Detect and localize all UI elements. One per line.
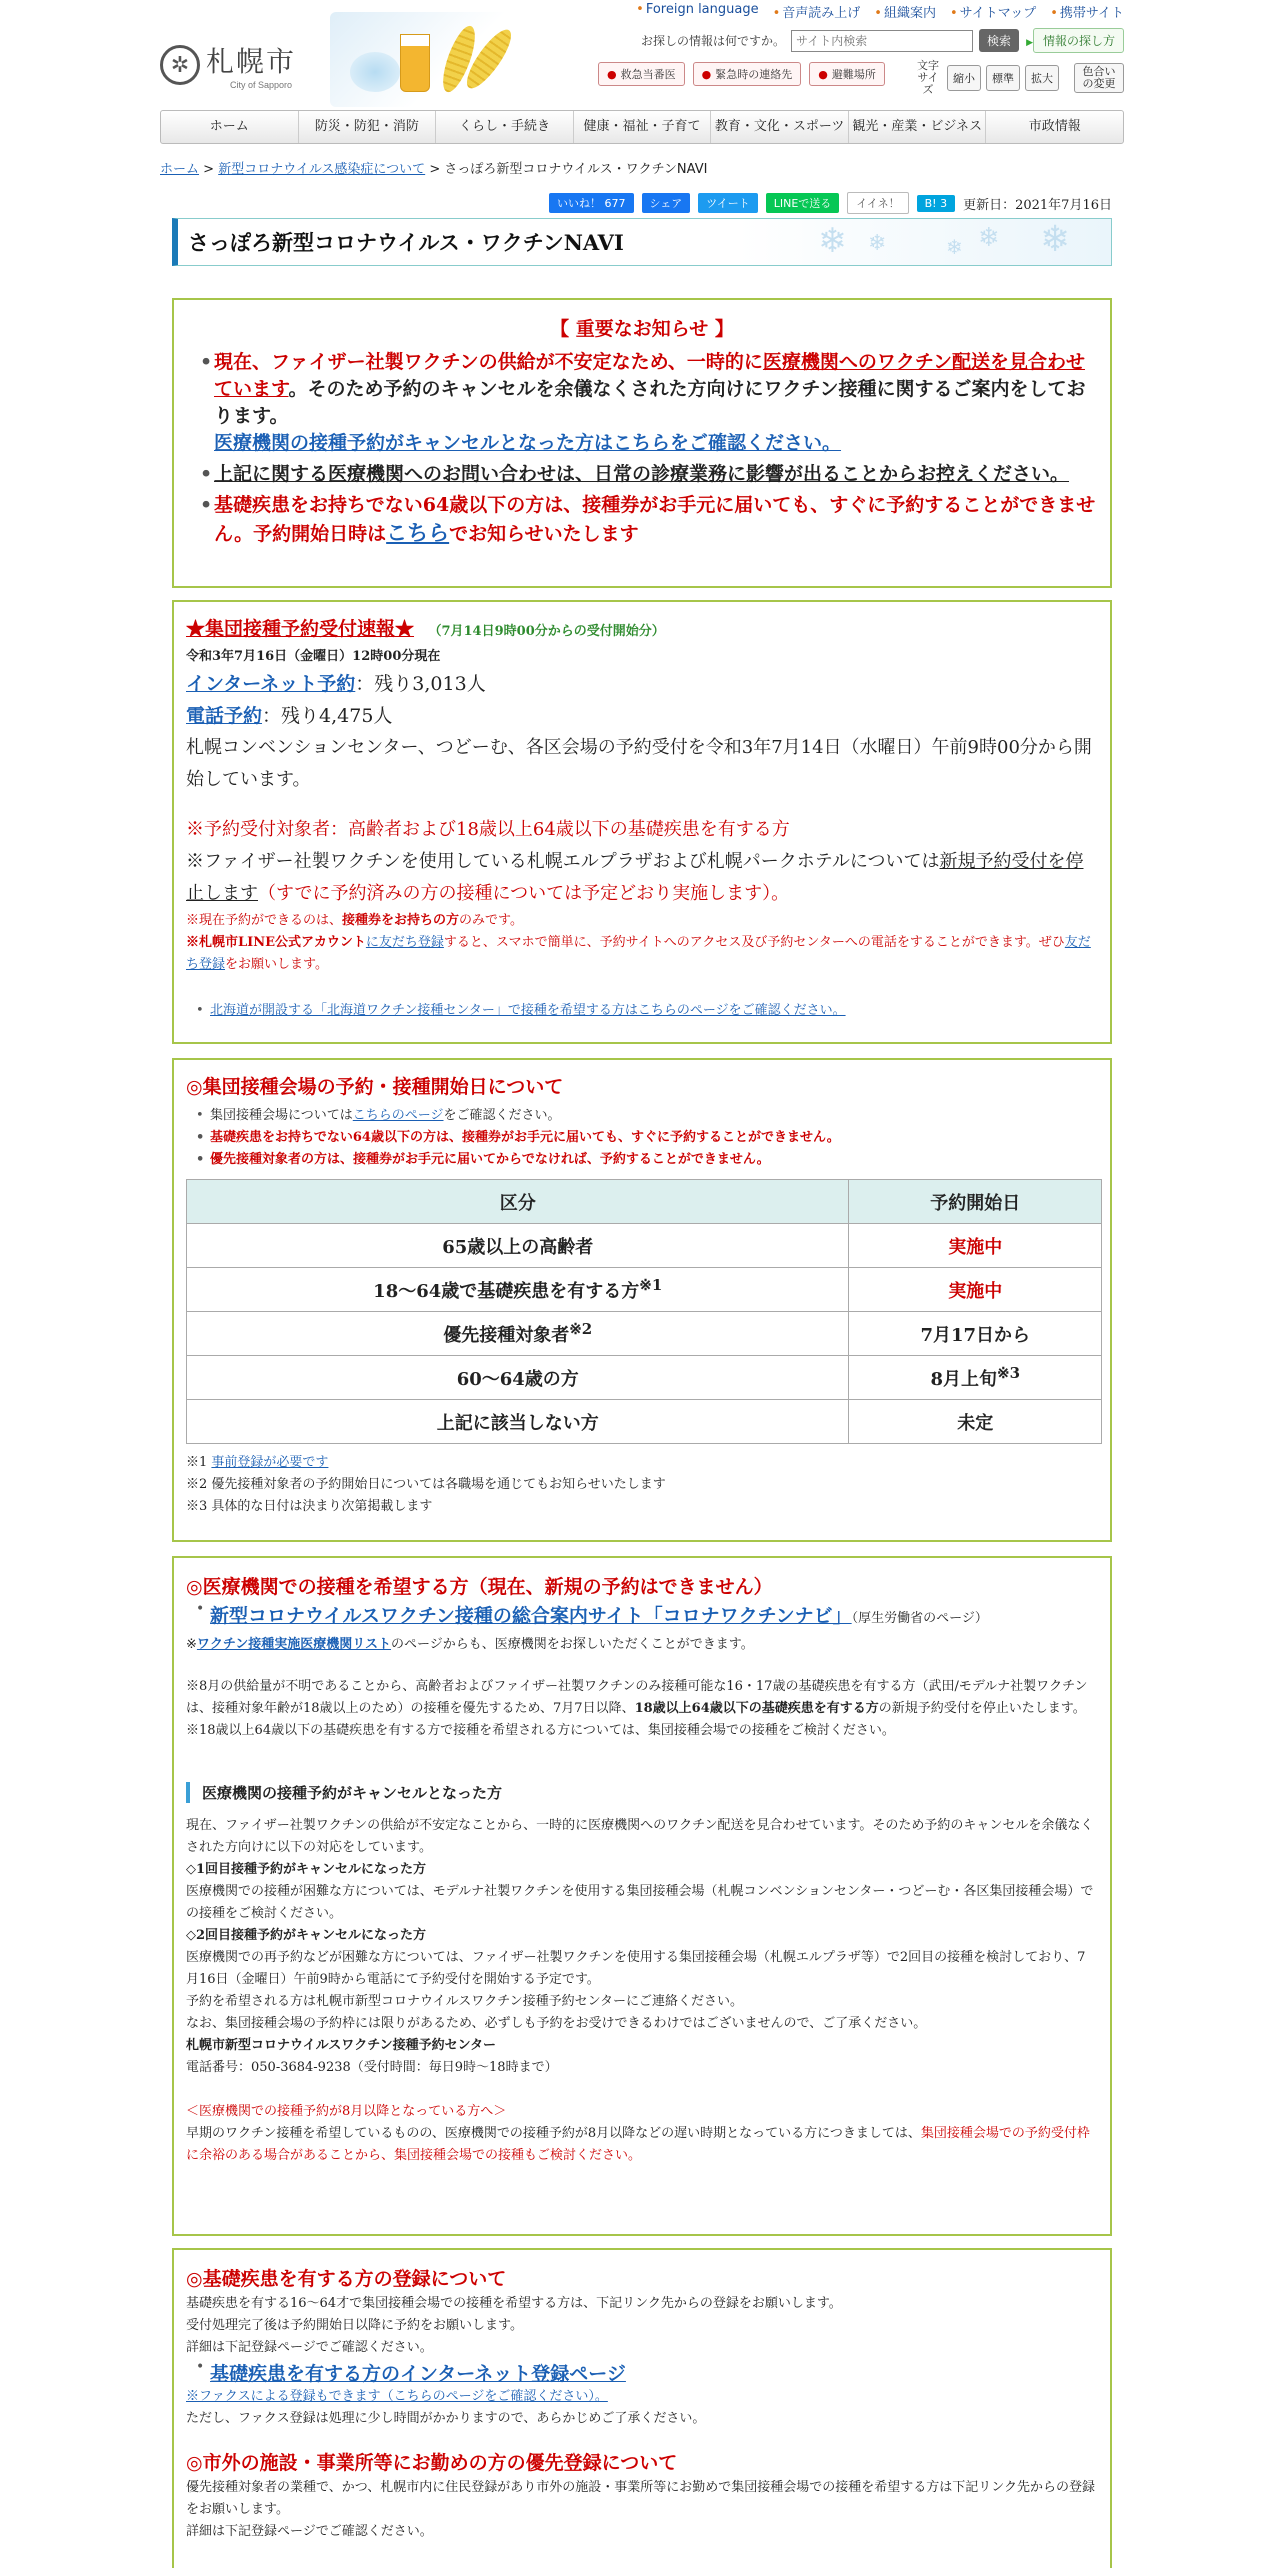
phone-remaining: ：残り4,475人 [262, 705, 393, 727]
breadcrumb [160, 158, 707, 177]
reg-text: 詳細は下記登録ページでご確認ください。 [186, 2340, 433, 2355]
breadcrumb-home[interactable]: ホーム [160, 162, 200, 177]
emergency-links [598, 62, 885, 86]
clinic-text: のページからも、医療機関をお探しいただくことができます。 [391, 1637, 754, 1652]
iine-button[interactable]: イイネ！ [847, 192, 908, 214]
row-category [187, 1268, 849, 1312]
notice-text: でお知らせいたします [449, 523, 639, 545]
schedule-box [172, 1058, 1112, 1542]
august-text: 早期のワクチン接種を希望しているものの、医療機関での接種予約が8月以降などの遅い時期となっている方につきましては、 [186, 2126, 921, 2141]
row-category [187, 1312, 849, 1356]
hokkaido-center-link[interactable]: 北海道が開設する「北海道ワクチン接種センター」で接種を希望する方はこちらのページをご確認ください。 [210, 1003, 846, 1018]
snowflake-icon: ❄ [818, 221, 847, 261]
cancel-text: 現在、ファイザー社製ワクチンの供給が不安定なことから、一時的に医療機関へのワクチン配送を見合わせています。そのため予約のキャンセルを余儀なくされた方向けに以下の対応をしています。 [186, 1818, 1094, 1855]
site-logo[interactable] [160, 40, 296, 90]
cancel-subheading: ◇1回目接種予約がキャンセルになった方 [186, 1862, 427, 1877]
mainnav-health[interactable]: 健康・福祉・子育て [574, 111, 712, 143]
snowflake-icon: ❄ [978, 223, 1000, 253]
schedule-bullet: • 基礎疾患をお持ちでない64歳以下の方は、接種券がお手元に届いても、すぐに予約することができません。 [194, 1127, 1098, 1149]
category-text: 65歳以上の高齢者 [442, 1236, 594, 1258]
schedule-bullet: • 優先接種対象者の方は、接種券がお手元に届いてからでなければ、予約することができません。 [194, 1149, 1098, 1171]
facebook-like-button[interactable]: いいね！ 677 [549, 193, 634, 213]
note-text: 接種券をお持ちの方 [342, 913, 460, 928]
cancel-subheading: ◇2回目接種予約がキャンセルになった方 [186, 1928, 427, 1943]
status-title: ★集団接種予約受付速報★ [186, 618, 415, 640]
row-category [187, 1356, 849, 1400]
footnote: ※1 [186, 1455, 212, 1470]
font-size-controls [914, 60, 1124, 96]
snowflake-icon: ❄ [868, 231, 887, 256]
clinic-text: 18歳以上64歳以下の基礎疾患を有する方 [634, 1701, 879, 1716]
facebook-share-button[interactable]: シェア [642, 193, 691, 213]
notice-text: 現在、ファイザー社製ワクチンの供給が不安定なため、一時的に [214, 351, 763, 373]
clinic-list-link[interactable]: ワクチン接種実施医療機関リスト [196, 1637, 391, 1652]
hatena-bookmark-button[interactable]: B! 3 [917, 195, 955, 212]
category-text: 60～64歳の方 [456, 1368, 579, 1390]
nav-voice-reading[interactable]: • 音声読み上げ [773, 2, 861, 21]
breadcrumb-current: さっぽろ新型コロナウイルス・ワクチンNAVI [444, 162, 708, 177]
line-friend-link2[interactable]: 友だち登録 [186, 935, 1091, 972]
font-size-label: 文字サイズ [917, 59, 939, 96]
snowflake-icon: ❄ [1040, 219, 1071, 260]
table-row [187, 1312, 1102, 1356]
notice-delivery-link[interactable]: 医療機関へのワクチン配送を見合わせています [214, 351, 1085, 400]
status-asof: 令和3年7月16日（金曜日）12時00分現在 [186, 649, 441, 664]
category-text: 18～64歳で基礎疾患を有する方 [373, 1281, 640, 1302]
notice-title: 【 重要なお知らせ 】 [550, 318, 734, 340]
row-category [187, 1224, 849, 1268]
pre-registration-link[interactable]: 事前登録が必要です [211, 1455, 329, 1470]
pfizer-note2: （すでに予約済みの方の接種については予定どおり実施します）。 [258, 883, 790, 904]
category-text: 優先接種対象者 [443, 1325, 570, 1346]
mainnav-living[interactable]: くらし・手続き [436, 111, 574, 143]
navi-note: （厚生労働省のページ） [851, 1611, 988, 1626]
tweet-button[interactable]: ツイート [698, 193, 757, 213]
reg-internet-link[interactable]: 基礎疾患を有する方のインターネット登録ページ [210, 2363, 626, 2385]
category-text: 上記に該当しない方 [436, 1412, 599, 1434]
clinic-box [172, 1556, 1112, 2236]
start-date-text: 実施中 [948, 1280, 1003, 1302]
category-footnote-mark: ※2 [569, 1320, 593, 1338]
mainnav-safety[interactable]: 防災・防犯・消防 [299, 111, 437, 143]
cancel-text: 医療機関での接種が困難な方については、モデルナ社製ワクチンを使用する集団接種会場（札幌コンベンションセンター・つどーむ・各区集団接種会場）での接種をご検討ください。 [186, 1884, 1094, 1921]
table-row [187, 1268, 1102, 1312]
reg-text: ただし、ファクス登録は処理に少し時間がかかりますので、あらかじめご了承ください。 [186, 2411, 706, 2426]
priority-title: ◎市外の施設・事業所等にお勤めの方の優先登録について [186, 2452, 678, 2474]
row-start-date [849, 1224, 1102, 1268]
snowflake-icon: ❄ [946, 235, 963, 259]
city-emblem-icon: ✲ [160, 45, 200, 85]
internet-reservation-link[interactable]: インターネット予約 [186, 673, 356, 695]
row-category [187, 1400, 849, 1444]
schedule-table [186, 1179, 1102, 1444]
start-date-text: 実施中 [948, 1236, 1003, 1258]
note-text: ※札幌市LINE公式アカウント [186, 935, 366, 950]
table-header: 区分 [187, 1180, 849, 1224]
schedule-title: ◎集団接種会場の予約・接種開始日について [186, 1076, 564, 1098]
table-row [187, 1400, 1102, 1444]
note-text: すると、スマホで簡単に、予約サイトへのアクセス及び予約センターへの電話をすることができます。ぜひ [443, 935, 1065, 950]
row-start-date [849, 1268, 1102, 1312]
reservation-status-box [172, 600, 1112, 1044]
main-nav [160, 110, 1124, 144]
date-footnote-mark: ※3 [997, 1364, 1021, 1382]
pfizer-stop: 新規予約受付を停止します [186, 851, 1084, 904]
venue-page-link[interactable]: こちらのページ [352, 1108, 444, 1123]
search-area [641, 28, 1124, 53]
updated-date: 更新日：2021年7月16日 [963, 197, 1112, 213]
search-label: お探しの情報は何ですか。 [641, 34, 786, 48]
mainnav-education[interactable]: 教育・文化・スポーツ [711, 111, 849, 143]
cancel-text: 医療機関での再予約などが困難な方については、ファイザー社製ワクチンを使用する集団接種会場（札幌エルプラザ等）で2回目の接種を検討しており、7月16日（金曜日）午前9時から電話にて予約受付を開始する予定です。 [186, 1950, 1086, 1987]
font-shrink-button[interactable]: 縮小 [947, 65, 981, 91]
corona-navi-link[interactable]: 新型コロナウイルスワクチン接種の総合案内サイト「コロナワクチンナビ」 [210, 1605, 852, 1627]
reg-fax-link[interactable]: ※ファクスによる登録もできます（こちらのページをご確認ください）。 [186, 2389, 608, 2404]
clinic-text: ※ [186, 1637, 197, 1652]
center-phone: 電話番号：050-3684-9238（受付時間：毎日9時～18時まで） [186, 2060, 558, 2075]
notice-cancel-link[interactable]: 医療機関の接種予約がキャンセルとなった方はこちらをご確認ください。 [214, 432, 842, 454]
start-date-text: 8月上旬 [930, 1369, 997, 1390]
registration-title: ◎基礎疾患を有する方の登録について [186, 2268, 507, 2290]
pfizer-note: ※ファイザー社製ワクチンを使用している札幌エルプラザおよび札幌パークホテルについては [186, 851, 940, 872]
reg-text: 基礎疾患を有する16～64才で集団接種会場での接種を希望する方は、下記リンク先からの登録をお願いします。 [186, 2296, 842, 2311]
cancel-text: なお、集団接種会場の予約枠には限りがあるため、必ずしも予約をお受けできるわけではございませんので、ご了承ください。 [186, 2016, 927, 2031]
important-notice-box [172, 298, 1112, 588]
note-text: のみです。 [459, 913, 523, 928]
emergency-contact-button[interactable]: ● 緊急時の連絡先 [693, 62, 802, 86]
breadcrumb-sep: > [429, 162, 441, 177]
note-text: をお願いします。 [225, 957, 328, 972]
nav-organization[interactable]: • 組織案内 [874, 2, 936, 21]
row-start-date [849, 1400, 1102, 1444]
registration-box [172, 2248, 1112, 2568]
search-input[interactable] [791, 30, 973, 52]
clinic-text: の新規予約受付を停止いたします。 [878, 1701, 1086, 1716]
search-howto-button[interactable]: ▶ 情報の探し方 [1033, 28, 1124, 53]
notice-item [198, 349, 1098, 457]
nav-foreign-language[interactable]: • Foreign language [636, 2, 758, 21]
category-footnote-mark: ※1 [639, 1276, 663, 1294]
evacuation-site-button[interactable]: ● 避難場所 [809, 62, 885, 86]
row-start-date [849, 1356, 1102, 1400]
line-friend-link[interactable]: に友だち登録 [365, 935, 444, 950]
status-target: ※予約受付対象者：高齢者および18歳以上64歳以下の基礎疾患を有する方 [186, 819, 790, 840]
mainnav-tourism[interactable]: 観光・産業・ビジネス [849, 111, 987, 143]
mainnav-home[interactable]: ホーム [161, 111, 299, 143]
phone-reservation-link[interactable]: 電話予約 [186, 705, 263, 727]
clinic-text: ※18歳以上64歳以下の基礎疾患を有する方で接種を希望される方については、集団接種会場での接種をご検討ください。 [186, 1723, 895, 1738]
center-name: 札幌市新型コロナウイルスワクチン接種予約センター [186, 2038, 497, 2053]
footnote: ※3 具体的な日付は決まり次第掲載します [186, 1499, 433, 1514]
status-description: 札幌コンベンションセンター、つどーむ、各区会場の予約受付を令和3年7月14日（水曜日）午前9時00分から開始しています。 [186, 737, 1092, 790]
august-text: 集団接種会場での予約受付枠に余裕のある場合があることから、集団接種会場での接種もご検討ください。 [186, 2126, 1090, 2163]
clinic-text: ※8月の供給量が不明であることから、高齢者およびファイザー社製ワクチンのみ接種可能な16・17歳の基礎疾患を有する方（武田/モデルナ社製ワクチンは、接種対象年齢が18歳以上のため）の接種を優先するため、7月7日以降、 [186, 1679, 1088, 1716]
footnote: ※2 優先接種対象者の予約開始日については各職場を通じてもお知らせいたします [186, 1477, 666, 1492]
notice-schedule-link[interactable]: こちら [386, 520, 450, 545]
social-buttons [549, 192, 1112, 214]
note-text: ※現在予約ができるのは、 [186, 913, 343, 928]
priority-text: 優先接種対象者の業種で、かつ、札幌市内に住民登録があり市外の施設・事業所等にお勤めで集団接種会場での接種を希望する方は下記リンク先からの登録をお願いします。 [186, 2480, 1095, 2517]
page-title-bar [172, 218, 1112, 266]
cancel-heading: 医療機関の接種予約がキャンセルとなった方 [186, 1782, 1098, 1803]
font-enlarge-button[interactable]: 拡大 [1025, 65, 1059, 91]
utility-nav [636, 2, 1124, 21]
beer-glass-icon [400, 34, 430, 92]
table-header: 予約開始日 [849, 1180, 1102, 1224]
site-header [160, 0, 1124, 110]
water-splash-icon [350, 52, 400, 92]
start-date-text: 7月17日から [920, 1324, 1031, 1346]
internet-remaining: ：残り3,013人 [355, 673, 486, 695]
cancel-text: 予約を希望される方は札幌市新型コロナウイルスワクチン接種予約センターにご連絡ください。 [186, 1994, 744, 2009]
color-change-button[interactable]: 色合いの変更 [1074, 63, 1124, 93]
notice-text: 。そのため予約のキャンセルを余儀なくされた方向けにワクチン接種に関するご案内をしております。 [214, 378, 1086, 427]
priority-text: 詳細は下記登録ページでご確認ください。 [186, 2524, 433, 2539]
row-start-date [849, 1312, 1102, 1356]
notice-text: 基礎疾患をお持ちでない64歳以下の方は、接種券がお手元に届いても、すぐに予約することができません。予約開始日時は [214, 494, 1096, 545]
page-title: さっぽろ新型コロナウイルス・ワクチンNAVI [188, 230, 624, 255]
notice-item [198, 492, 1098, 548]
logo-en: City of Sapporo [230, 80, 293, 90]
emergency-doctor-button[interactable]: ● 救急当番医 [598, 62, 685, 86]
breadcrumb-parent[interactable]: 新型コロナウイルス感染症について [218, 162, 426, 177]
logo-name: 札幌市 [206, 45, 297, 78]
nav-sitemap[interactable]: • サイトマップ [950, 2, 1036, 21]
start-date-text: 未定 [957, 1412, 994, 1434]
notice-item: • 上記に関する医療機関へのお問い合わせは、日常の診療業務に影響が出ることからお控えください。 [198, 461, 1098, 488]
clinic-title: ◎医療機関での接種を希望する方（現在、新規の予約はできません） [186, 1576, 773, 1598]
schedule-text: 集団接種会場については [210, 1108, 353, 1123]
nav-mobile[interactable]: • 携帯サイト [1050, 2, 1124, 21]
table-row [187, 1356, 1102, 1400]
august-heading: ＜医療機関での接種予約が8月以降となっている方へ＞ [186, 2104, 507, 2119]
table-row [187, 1224, 1102, 1268]
header-decoration [330, 12, 530, 107]
mainnav-city[interactable]: 市政情報 [1028, 119, 1081, 134]
font-normal-button[interactable]: 標準 [986, 65, 1020, 91]
status-title-note: （7月14日9時00分からの受付開始分） [428, 624, 665, 639]
reg-text: 受付処理完了後は予約開始日以降に予約をお願いします。 [186, 2318, 523, 2333]
search-button[interactable]: 検索 [979, 29, 1019, 52]
line-send-button[interactable]: LINEで送る [766, 193, 840, 213]
schedule-text: をご確認ください。 [443, 1108, 561, 1123]
breadcrumb-sep: > [203, 162, 215, 177]
